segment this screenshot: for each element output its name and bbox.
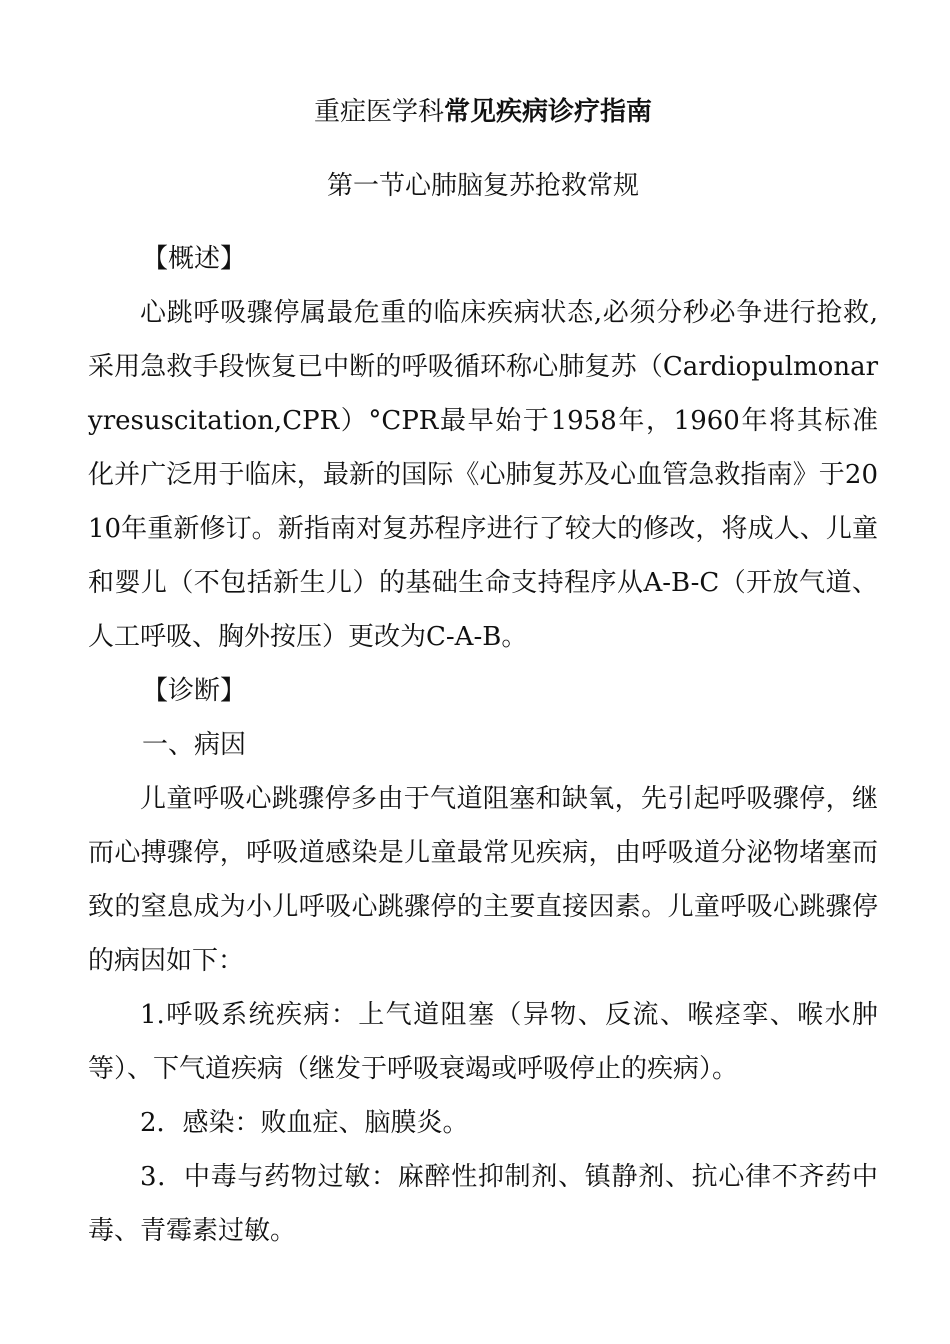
document-body [88, 232, 878, 1258]
title-bold-part: 常见疾病诊疗指南 [444, 97, 653, 127]
overview-paragraph: 心跳呼吸骤停属最危重的临床疾病状态,必须分秒必争进行抢救,采用急救手段恢复已中断的呼吸循环称心肺复苏（Cardiopulmonaryresuscitation,CPR）°CPR最早始于1958年，1960年将其标准化并广泛用于临床，最新的国际《心肺复苏及心血管急救指南》于2010年重新修订。新指南对复苏程序进行了较大的修改，将成人、儿童和婴儿（不包括新生儿）的基础生命支持程序从A-B-C（开放气道、人工呼吸、胸外按压）更改为C-A-B。 [88, 298, 878, 652]
cause-paragraph: 儿童呼吸心跳骤停多由于气道阻塞和缺氧，先引起呼吸骤停，继而心搏骤停，呼吸道感染是儿童最常见疾病，由呼吸道分泌物堵塞而致的窒息成为小儿呼吸心跳骤停的主要直接因素。儿童呼吸心跳骤停的病因如下： [88, 784, 878, 976]
title-regular-part: 重症医学科 [313, 97, 444, 127]
section-subtitle: 第一节心肺脑复苏抢救常规 [326, 171, 639, 201]
cause-item-1: 1.呼吸系统疾病：上气道阻塞（异物、反流、喉痉挛、喉水肿等）、下气道疾病（继发于呼吸衰竭或呼吸停止的疾病）。 [88, 1000, 878, 1084]
diagnosis-heading: 【诊断】 [142, 676, 247, 706]
cause-item-3: 3．中毒与药物过敏：麻醉性抑制剂、镇静剂、抗心律不齐药中毒、青霉素过敏。 [88, 1162, 878, 1246]
overview-heading: 【概述】 [142, 244, 247, 274]
cause-item-2: 2．感染：败血症、脑膜炎。 [140, 1108, 469, 1138]
cause-heading: 一、病因 [142, 730, 247, 760]
document-title [88, 92, 878, 132]
